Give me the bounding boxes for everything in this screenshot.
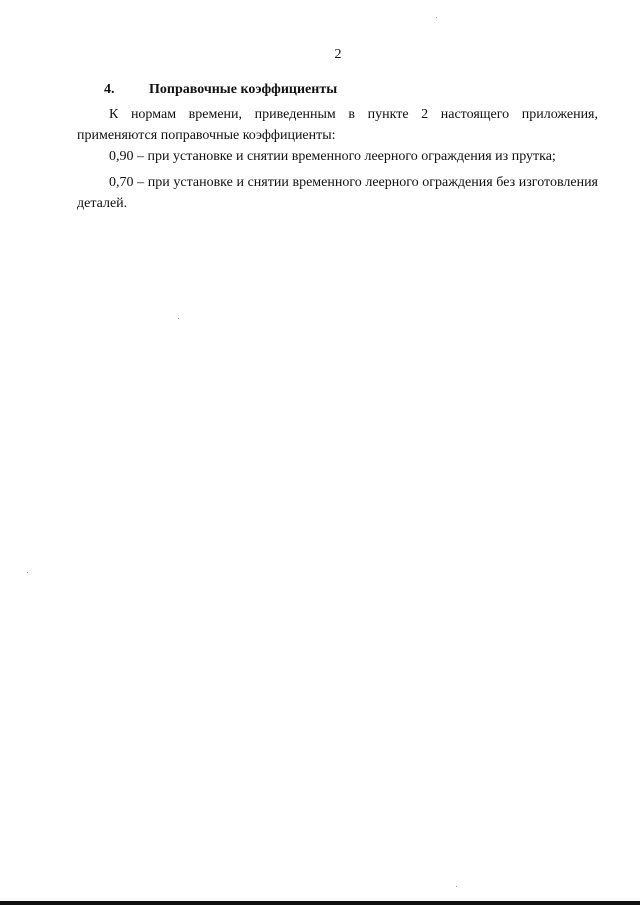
paragraph-intro-text: К нормам времени, приведенным в пункте 2 настоящего приложения, применяются поправочные коэффициенты: [77,107,598,143]
paragraph-coefficient-1 [77,146,598,167]
paragraph-intro [77,104,598,146]
section-heading [104,81,337,99]
page-number: 2 [334,47,342,62]
scan-speck [456,886,457,887]
section-title: Поправочные коэффициенты [149,82,338,97]
scan-bottom-edge [0,901,640,905]
paragraph-coefficient-2 [77,172,598,214]
scan-speck [436,17,437,18]
paragraph-coefficient-1-text: 0,90 – при установке и снятии временного леерного ограждения из прутка; [109,149,556,164]
paragraph-coefficient-2-line1: 0,70 – при установке и снятии временного леерного ограждения без изготовления [109,175,598,190]
section-number: 4. [104,82,115,97]
scan-speck [178,318,179,319]
paragraph-coefficient-2-line2: деталей. [77,196,128,211]
scan-speck [27,572,28,573]
